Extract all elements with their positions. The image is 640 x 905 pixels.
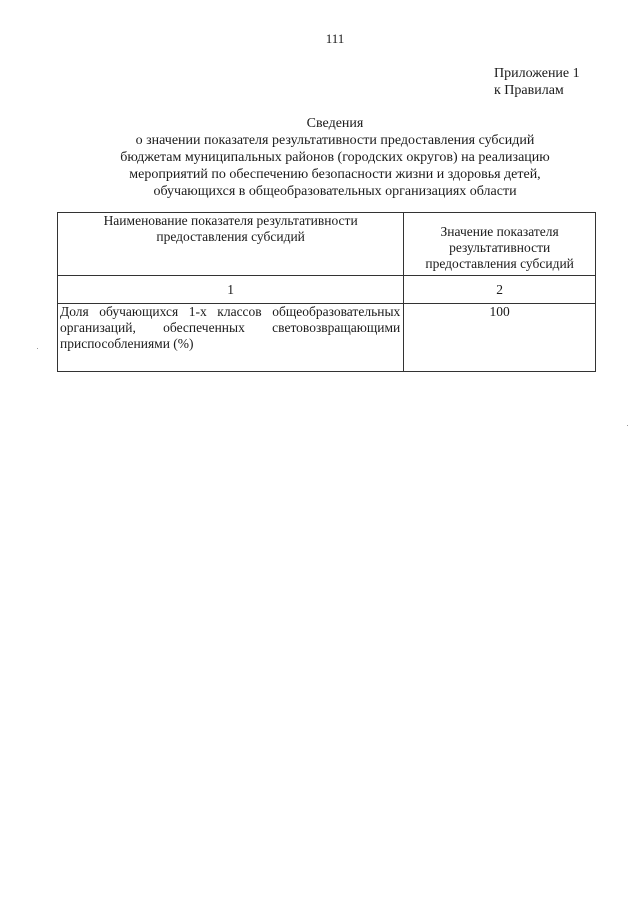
column-number-row — [58, 276, 596, 304]
document-heading — [0, 115, 640, 200]
column-number-cell: 2 — [404, 276, 596, 304]
scan-speck — [37, 348, 38, 349]
heading-line: бюджетам муниципальных районов (городских округов) на реализацию — [120, 150, 550, 165]
table-row — [58, 304, 596, 372]
header-cell-indicator-name: Наименование показателя результативности предоставления субсидий — [58, 213, 404, 276]
indicator-name-cell: Доля обучающихся 1-х классов общеобразовательных организаций, обеспеченных световозвращающими приспособлениями (%) — [58, 304, 404, 372]
table-header-row — [58, 213, 596, 276]
page-number: 111 — [325, 31, 345, 46]
appendix-line: к Правилам — [494, 83, 564, 98]
indicator-value-cell: 100 — [404, 304, 596, 372]
heading-line: о значении показателя результативности предоставления субсидий — [135, 133, 535, 148]
heading-title: Сведения — [306, 116, 364, 131]
header-cell-indicator-value: Значение показателя результативности предоставления субсидий — [404, 213, 596, 276]
appendix-line: Приложение 1 — [494, 66, 580, 81]
scan-speck — [627, 425, 628, 426]
heading-line: обучающихся в общеобразовательных организациях области — [153, 184, 517, 199]
heading-line: мероприятий по обеспечению безопасности жизни и здоровья детей, — [129, 167, 541, 182]
appendix-reference — [494, 65, 580, 99]
column-number-cell: 1 — [58, 276, 404, 304]
indicators-table — [57, 212, 596, 372]
